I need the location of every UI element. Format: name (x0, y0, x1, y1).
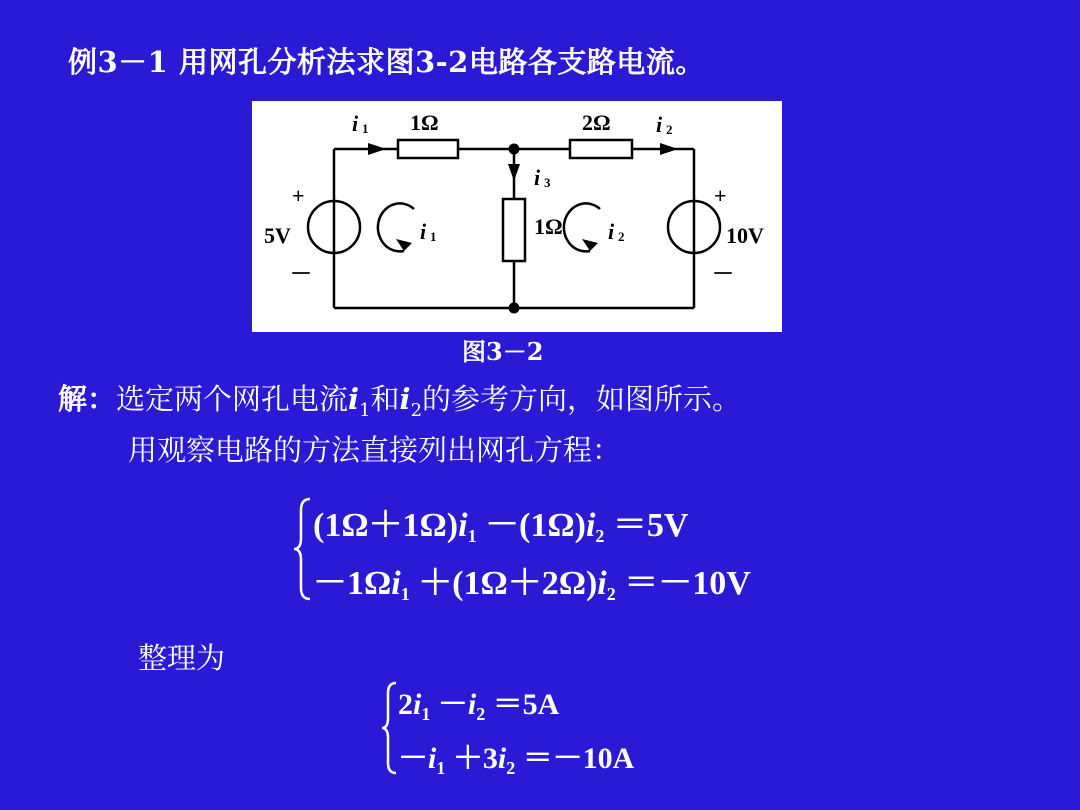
eq1-coef-b: －(1Ω) (485, 507, 586, 544)
eq2-coef-b: ＋(1Ω＋2Ω) (418, 565, 598, 602)
eq2-var-i2: i (597, 565, 607, 602)
var-i2: i (399, 382, 411, 416)
label-i3-branch: i (534, 165, 541, 190)
s-eq2-coef: ＋3 (452, 742, 498, 775)
s-eq1-var-i1: i (413, 688, 422, 721)
circuit-diagram (252, 101, 782, 332)
eq1-var-i2: i (585, 507, 596, 544)
simplified-equation-1 (398, 679, 559, 725)
eq1-coef-a: (1Ω＋1Ω) (313, 507, 459, 544)
s-eq1-sub1: 1 (421, 704, 431, 724)
label-r3: 1Ω (534, 214, 563, 239)
eq2-sub1: 1 (400, 584, 410, 604)
label-i1-branch-sub: 1 (362, 121, 369, 136)
label-mesh1: i (420, 219, 427, 244)
node-bottom (509, 303, 520, 314)
label-mesh2: i (608, 219, 615, 244)
solution-and: 和 (370, 382, 400, 416)
solution-text-a: 选定两个网孔电流 (116, 382, 349, 416)
simplified-equation-2 (398, 733, 634, 779)
eq1-sub1: 1 (467, 526, 477, 546)
arrow-i1 (368, 143, 386, 155)
s-eq2-sub1: 1 (436, 758, 446, 778)
mesh-equation-1 (313, 497, 688, 547)
eq2-rhs: ＝－10V (624, 565, 751, 602)
var-i1-sub: 1 (359, 399, 371, 421)
label-i2-branch-sub: 2 (666, 122, 673, 137)
eq2-coef-a: －1Ω (313, 565, 392, 602)
label-5v: 5V (264, 223, 291, 248)
mesh1-arrowhead (396, 239, 412, 251)
label-r1: 1Ω (410, 110, 439, 135)
node-top (509, 144, 520, 155)
brace-system-1 (292, 496, 314, 602)
eq1-var-i1: i (458, 507, 468, 544)
label-i2-branch: i (656, 112, 663, 137)
slide-title: 例3－1 用网孔分析法求图3-2电路各支路电流。 (68, 45, 705, 79)
mesh2-arrowhead (582, 239, 598, 251)
s-eq2-minus: － (398, 742, 428, 775)
rearranged-label: 整理为 (138, 641, 226, 675)
label-mesh2-sub: 2 (618, 229, 625, 244)
circuit-svg (252, 101, 782, 332)
eq1-sub2: 2 (595, 526, 605, 546)
resistor-1ohm-middle (503, 199, 525, 261)
resistor-1ohm-top (398, 140, 458, 158)
s-eq1-rhs: ＝5A (492, 688, 560, 721)
solution-text-b: 的参考方向，如图所示。 (422, 382, 742, 416)
resistor-2ohm-top (570, 140, 632, 158)
s-eq2-var-i2: i (497, 742, 507, 775)
solution-line-1 (58, 377, 741, 421)
solution-line-2: 用观察电路的方法直接列出网孔方程： (128, 433, 622, 467)
label-minus-left: － (290, 261, 313, 286)
solution-label: 解： (58, 382, 117, 416)
arrow-i3 (508, 164, 520, 181)
brace-system-2 (380, 680, 400, 776)
var-i2-sub: 2 (410, 399, 423, 421)
label-plus-right: + (714, 183, 727, 208)
label-i3-branch-sub: 3 (544, 175, 551, 190)
eq2-var-i1: i (391, 565, 401, 602)
label-minus-right: － (712, 261, 735, 286)
label-mesh1-sub: 1 (430, 229, 437, 244)
label-plus-left: + (292, 183, 305, 208)
s-eq1-var-i2: i (467, 688, 477, 721)
label-10v: 10V (726, 223, 764, 248)
s-eq1-coef: 2 (398, 688, 413, 721)
s-eq1-minus: － (437, 688, 468, 721)
arrow-i2 (660, 143, 678, 155)
eq1-rhs: ＝5V (612, 507, 689, 544)
s-eq2-sub2: 2 (506, 758, 516, 778)
label-i1-branch: i (352, 111, 359, 136)
s-eq2-var-i1: i (428, 742, 437, 775)
s-eq2-rhs: ＝－10A (522, 742, 635, 775)
label-r2: 2Ω (582, 110, 611, 135)
var-i1: i (348, 382, 360, 416)
figure-caption: 图3－2 (462, 337, 544, 366)
s-eq1-sub2: 2 (476, 704, 486, 724)
eq2-sub2: 2 (606, 584, 616, 604)
mesh-equation-2 (313, 555, 751, 605)
